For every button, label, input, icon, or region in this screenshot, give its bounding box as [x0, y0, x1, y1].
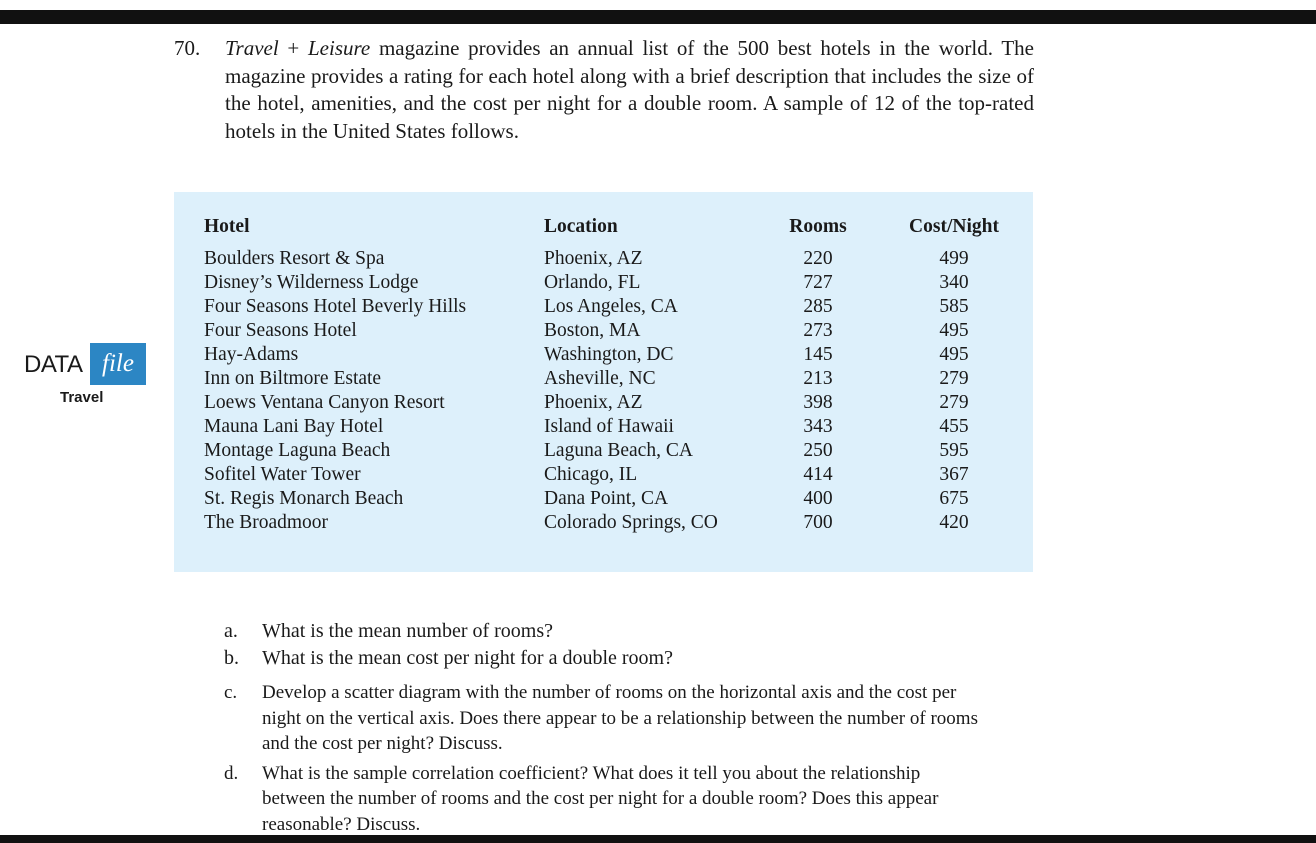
header-hotel: Hotel	[204, 216, 250, 237]
cell-cost-night: 279	[939, 392, 969, 413]
header-cost-night: Cost/Night	[909, 216, 999, 237]
problem-body: magazine provides an annual list of the 500 best hotels in the world. The magazine provides a rating for each hotel along with a brief description that includes the size of the hotel, amenities, and the cost per night for a double room. A sample of 12 of the top-rated hotels in the United States follows.	[225, 36, 1034, 143]
cell-hotel: Sofitel Water Tower	[204, 464, 361, 485]
question-list	[224, 618, 984, 837]
cell-rooms: 343	[803, 416, 833, 437]
cell-rooms: 213	[803, 368, 833, 389]
magazine-title-part-1: Travel	[225, 36, 279, 60]
cell-cost-night: 495	[939, 344, 969, 365]
cell-hotel: Four Seasons Hotel	[204, 320, 357, 341]
cell-rooms: 285	[803, 296, 833, 317]
question-label: b.	[224, 647, 239, 669]
question-label: c.	[224, 682, 238, 703]
cell-hotel: Hay-Adams	[204, 344, 299, 365]
cell-hotel: Montage Laguna Beach	[204, 440, 391, 461]
cell-hotel: The Broadmoor	[204, 512, 329, 533]
question-text: Develop a scatter diagram with the number of rooms on the horizontal axis and the cost per night on the vertical axis. Does there appear to be a relationship between the number of rooms and the cost per night? Discuss.	[262, 682, 978, 754]
cell-location: Phoenix, AZ	[544, 392, 643, 413]
cell-rooms: 398	[803, 392, 833, 413]
cell-cost-night: 585	[939, 296, 969, 317]
cell-cost-night: 367	[939, 464, 969, 485]
cell-location: Orlando, FL	[544, 272, 641, 293]
cell-cost-night: 279	[939, 368, 969, 389]
cell-cost-night: 340	[939, 272, 969, 293]
cell-hotel: Loews Ventana Canyon Resort	[204, 392, 445, 413]
cell-rooms: 145	[803, 344, 833, 365]
problem-text	[225, 35, 1034, 145]
cell-location: Los Angeles, CA	[544, 296, 678, 317]
question-b	[224, 645, 984, 672]
cell-location: Chicago, IL	[544, 464, 638, 485]
question-text: What is the mean cost per night for a double room?	[262, 647, 673, 669]
cell-rooms: 414	[803, 464, 833, 485]
header-rooms: Rooms	[789, 216, 847, 237]
question-d	[224, 761, 984, 838]
question-label: a.	[224, 620, 238, 642]
hotel-data-table-panel	[174, 192, 1033, 572]
bottom-border-bar	[0, 835, 1316, 843]
cell-rooms: 273	[803, 320, 833, 341]
cell-hotel: Disney’s Wilderness Lodge	[204, 272, 419, 293]
cell-hotel: St. Regis Monarch Beach	[204, 488, 404, 509]
question-text: What is the sample correlation coefficient? What does it tell you about the relationship between the number of rooms and the cost per night for a double room? Does this appear reasonable? Discuss.	[262, 762, 939, 835]
cell-location: Washington, DC	[544, 344, 674, 365]
header-location: Location	[544, 216, 618, 237]
cell-cost-night: 499	[939, 248, 969, 269]
cell-hotel: Inn on Biltmore Estate	[204, 368, 382, 389]
cell-cost-night: 455	[939, 416, 969, 437]
title-plus: +	[278, 36, 308, 60]
datafile-name: Travel	[60, 389, 104, 406]
cell-rooms: 220	[803, 248, 833, 269]
cell-location: Phoenix, AZ	[544, 248, 643, 269]
cell-hotel: Boulders Resort & Spa	[204, 248, 385, 269]
cell-cost-night: 420	[939, 512, 969, 533]
question-c	[224, 680, 984, 757]
magazine-title-part-2: Leisure	[308, 36, 371, 60]
datafile-badge	[22, 343, 152, 413]
top-border-bar	[0, 10, 1316, 24]
cell-rooms: 700	[803, 512, 833, 533]
cell-hotel: Mauna Lani Bay Hotel	[204, 416, 384, 437]
question-label: d.	[224, 762, 239, 784]
problem-statement	[174, 35, 1034, 145]
cell-cost-night: 595	[939, 440, 969, 461]
question-a	[224, 618, 984, 645]
cell-rooms: 250	[803, 440, 833, 461]
cell-rooms: 727	[803, 272, 833, 293]
cell-location: Boston, MA	[544, 320, 641, 341]
cell-location: Dana Point, CA	[544, 488, 669, 509]
datafile-word: DATA	[24, 351, 83, 378]
cell-cost-night: 495	[939, 320, 969, 341]
datafile-file-icon: file	[90, 343, 146, 385]
problem-number: 70.	[174, 36, 201, 60]
cell-location: Asheville, NC	[544, 368, 656, 389]
cell-hotel: Four Seasons Hotel Beverly Hills	[204, 296, 467, 317]
cell-location: Colorado Springs, CO	[544, 512, 718, 533]
cell-location: Island of Hawaii	[544, 416, 674, 437]
cell-location: Laguna Beach, CA	[544, 440, 693, 461]
question-text: What is the mean number of rooms?	[262, 620, 554, 642]
cell-rooms: 400	[803, 488, 833, 509]
cell-cost-night: 675	[939, 488, 969, 509]
